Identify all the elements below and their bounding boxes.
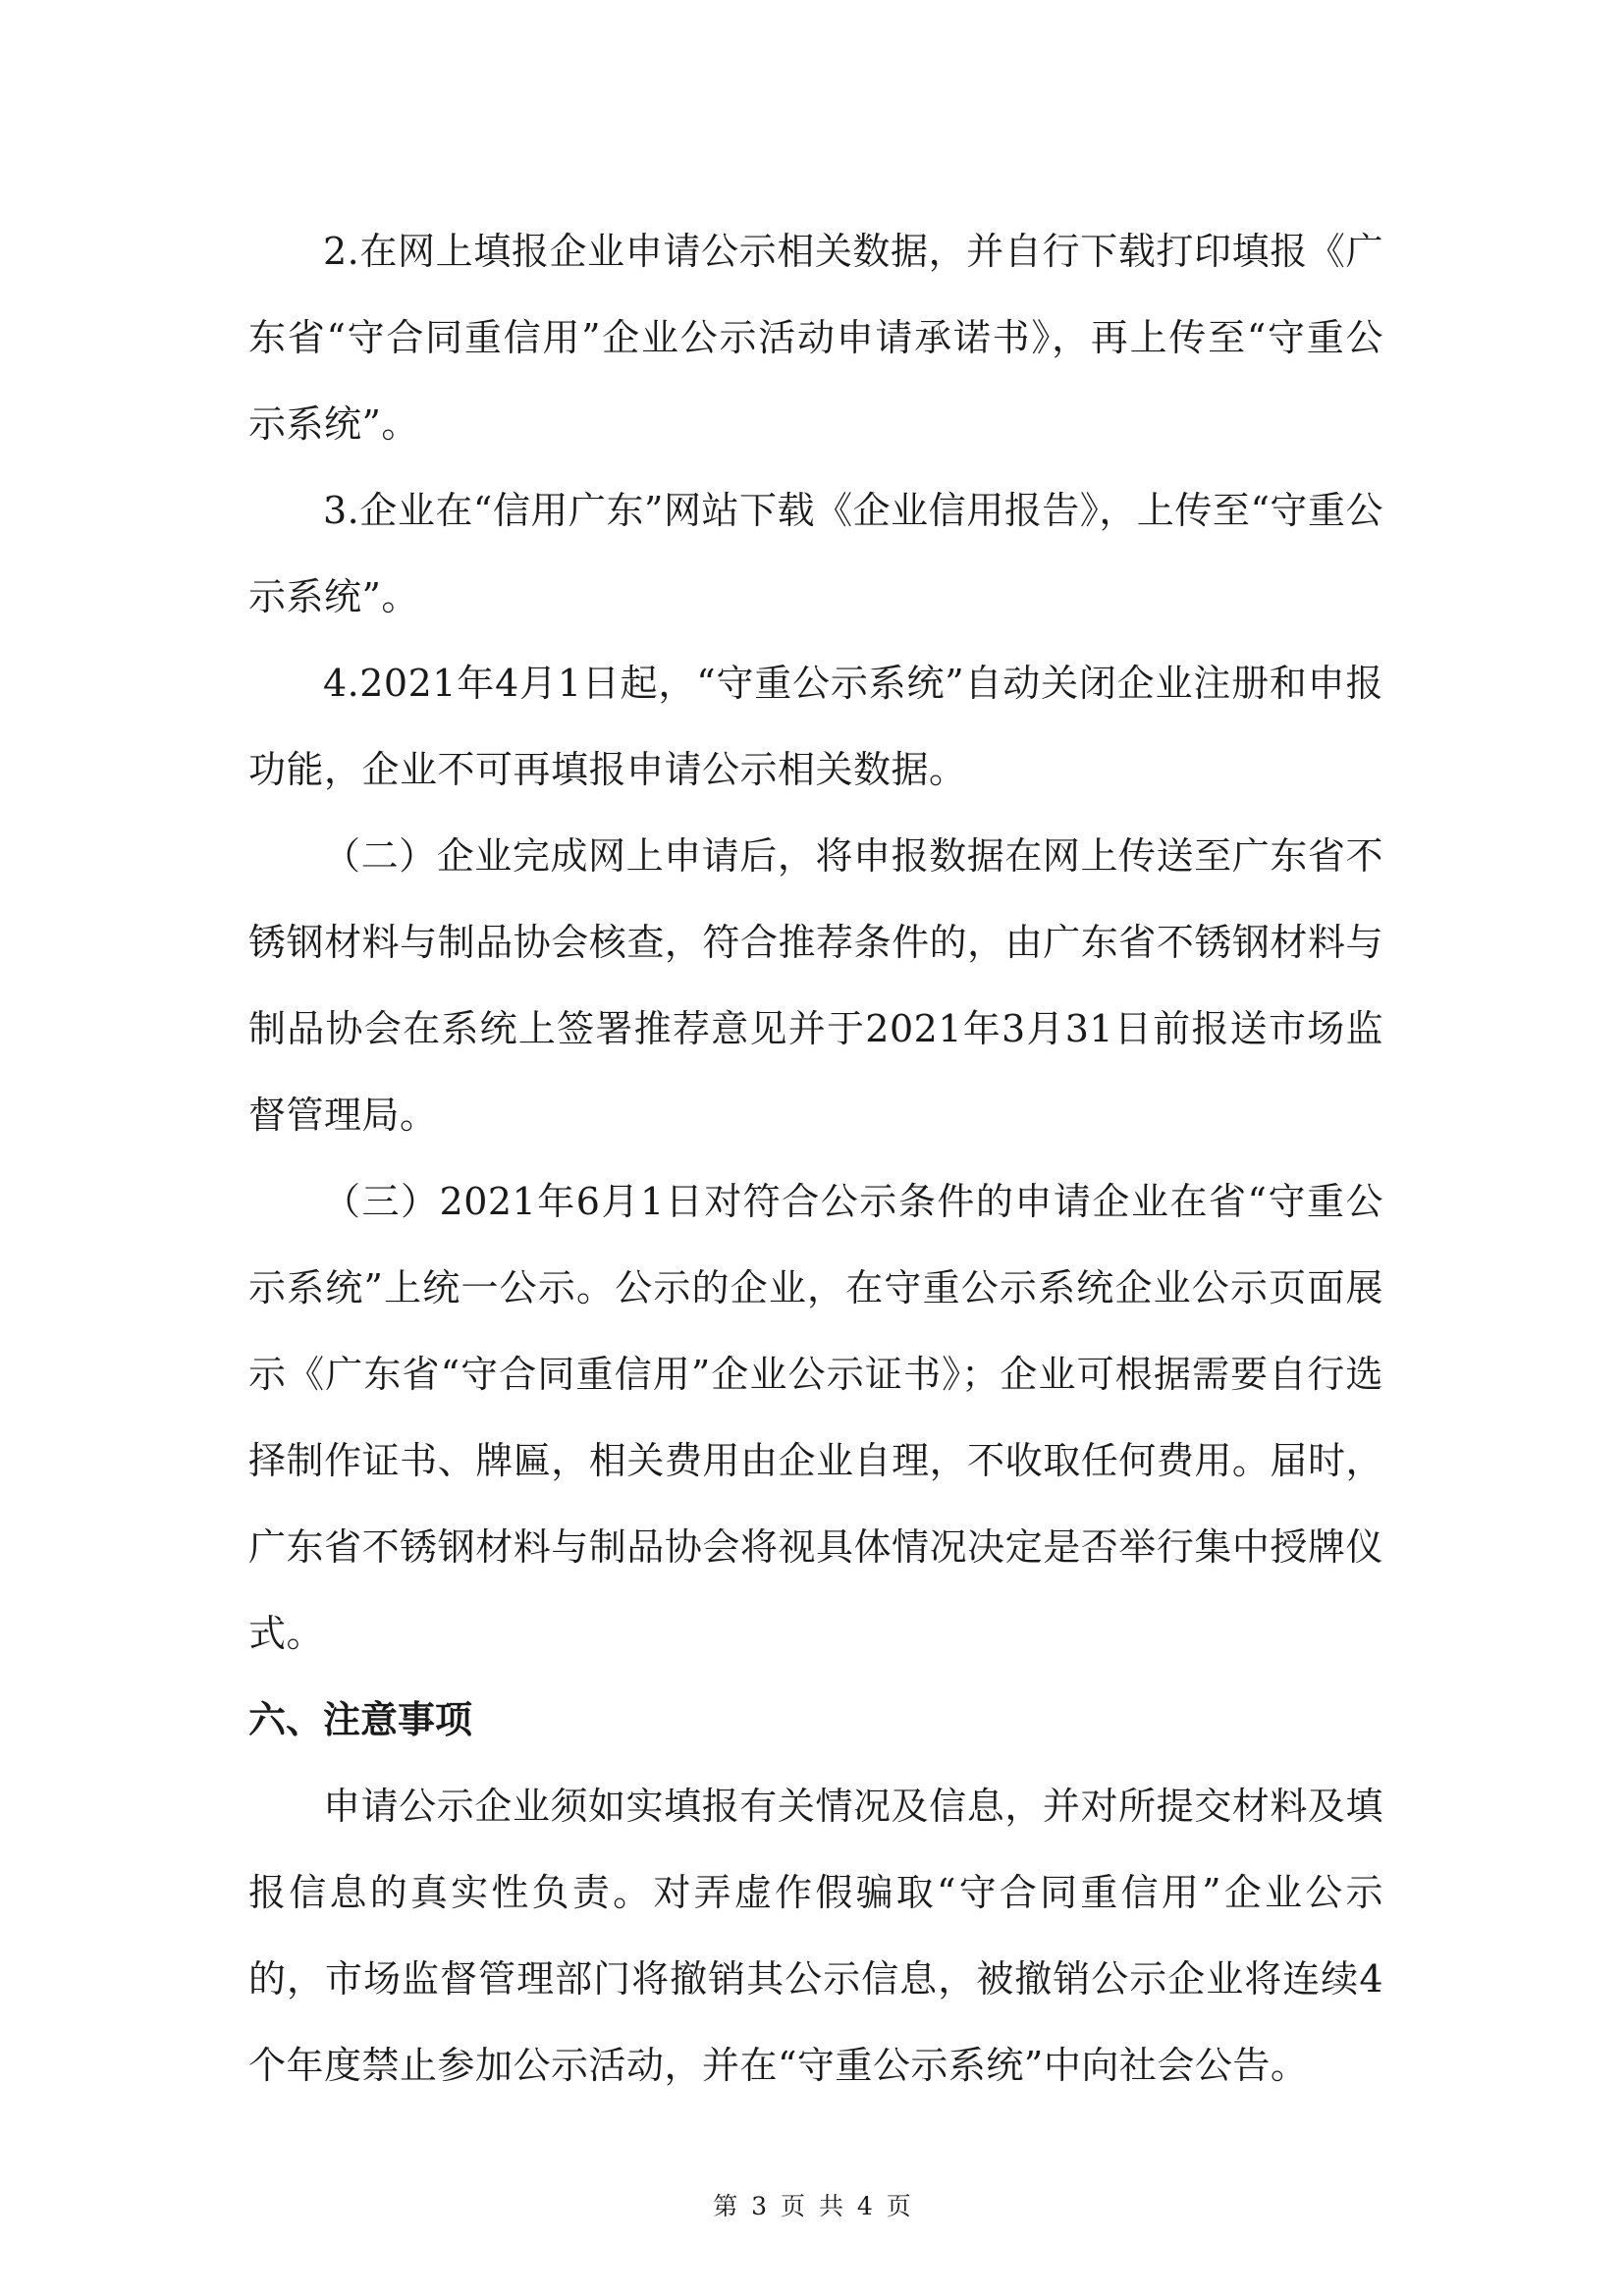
document-body bbox=[248, 208, 1383, 2109]
paragraph-section-san: （三）2021年6月1日对符合公示条件的申请企业在省“守重公示系统”上统一公示。公示的企业，在守重公示系统企业公示页面展示《广东省“守合同重信用”企业公示证书》；企业可根据需要自行选择制作证书、牌匾，相关费用由企业自理，不收取任何费用。届时，广东省不锈钢材料与制品协会将视具体情况决定是否举行集中授牌仪式。 bbox=[248, 1180, 1383, 1655]
section-heading-notes: 六、注意事项 bbox=[248, 1698, 473, 1741]
paragraph-item-3: 3.企业在“信用广东”网站下载《企业信用报告》，上传至“守重公示系统”。 bbox=[248, 489, 1383, 618]
paragraph-section-er: （二）企业完成网上申请后，将申报数据在网上传送至广东省不锈钢材料与制品协会核查，符合推荐条件的，由广东省不锈钢材料与制品协会在系统上签署推荐意见并于2021年3月31日前报送市场监督管理局。 bbox=[248, 834, 1383, 1137]
paragraph-item-4: 4.2021年4月1日起，“守重公示系统”自动关闭企业注册和申报功能，企业不可再填报申请公示相关数据。 bbox=[248, 662, 1383, 791]
page-number-footer: 第 3 页 共 4 页 bbox=[713, 2192, 911, 2220]
paragraph-item-2: 2.在网上填报企业申请公示相关数据，并自行下载打印填报《广东省“守合同重信用”企业公示活动申请承诺书》，再上传至“守重公示系统”。 bbox=[248, 230, 1383, 446]
paragraph-notes: 申请公示企业须如实填报有关情况及信息，并对所提交材料及填报信息的真实性负责。对弄虚作假骗取“守合同重信用”企业公示的，市场监督管理部门将撤销其公示信息，被撤销公示企业将连续4个年度禁止参加公示活动，并在“守重公示系统”中向社会公告。 bbox=[248, 1785, 1383, 2087]
